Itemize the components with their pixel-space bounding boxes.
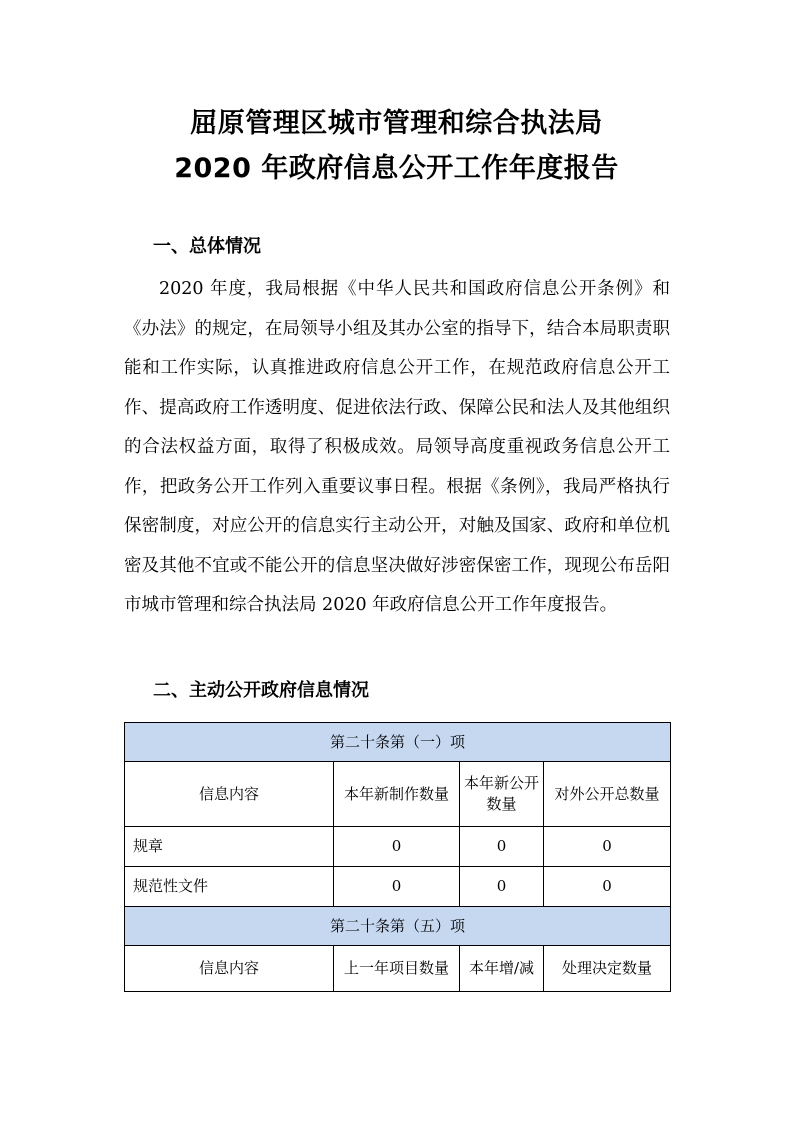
header-last-year-count: 上一年项目数量 [334,946,460,992]
report-title-line1: 屈原管理区城市管理和综合执法局 [190,108,603,139]
row-value: 0 [544,827,671,867]
row-name: 规范性文件 [125,867,334,907]
header-total-published: 对外公开总数量 [544,762,671,827]
section-heading-overview: 一、总体情况 [153,236,261,257]
section-b-label: 第二十条第（五）项 [125,907,671,946]
section-heading-proactive-disclosure: 二、主动公开政府信息情况 [153,680,369,701]
row-name: 规章 [125,827,334,867]
header-info-content: 信息内容 [125,762,334,827]
row-value: 0 [544,867,671,907]
table-row [125,827,671,867]
table-row [125,867,671,907]
table-header-row [125,946,671,992]
report-title-line2: 2020 年政府信息公开工作年度报告 [174,153,619,184]
disclosure-table [124,722,671,992]
header-new-made: 本年新制作数量 [334,762,460,827]
table-section-row [125,723,671,762]
overview-paragraph: 2020 年度，我局根据《中华人民共和国政府信息公开条例》和《办法》的规定，在局领导小组及其办公室的指导下，结合本局职责职能和工作实际，认真推进政府信息公开工作，在规范政府信息公开工作、提高政府工作透明度、促进依法行政、保障公民和法人及其他组织的合法权益方面，取得了积极成效。局领导高度重视政务信息公开工作，把政务公开工作列入重要议事日程。根据《条例》，我局严格执行保密制度，对应公开的信息实行主动公开，对触及国家、政府和单位机密及其他不宜或不能公开的信息坚决做好涉密保密工作，现现公布岳阳市城市管理和综合执法局 2020 年政府信息公开工作年度报告。 [124,279,670,615]
row-value: 0 [460,867,544,907]
table-header-row [125,762,671,827]
table-section-row [125,907,671,946]
section-a-label: 第二十条第（一）项 [125,723,671,762]
header-new-published: 本年新公开数量 [460,762,544,827]
header-info-content: 信息内容 [125,946,334,992]
header-change: 本年增/减 [460,946,544,992]
row-value: 0 [334,867,460,907]
row-value: 0 [334,827,460,867]
row-value: 0 [460,827,544,867]
header-decisions-count: 处理决定数量 [544,946,671,992]
